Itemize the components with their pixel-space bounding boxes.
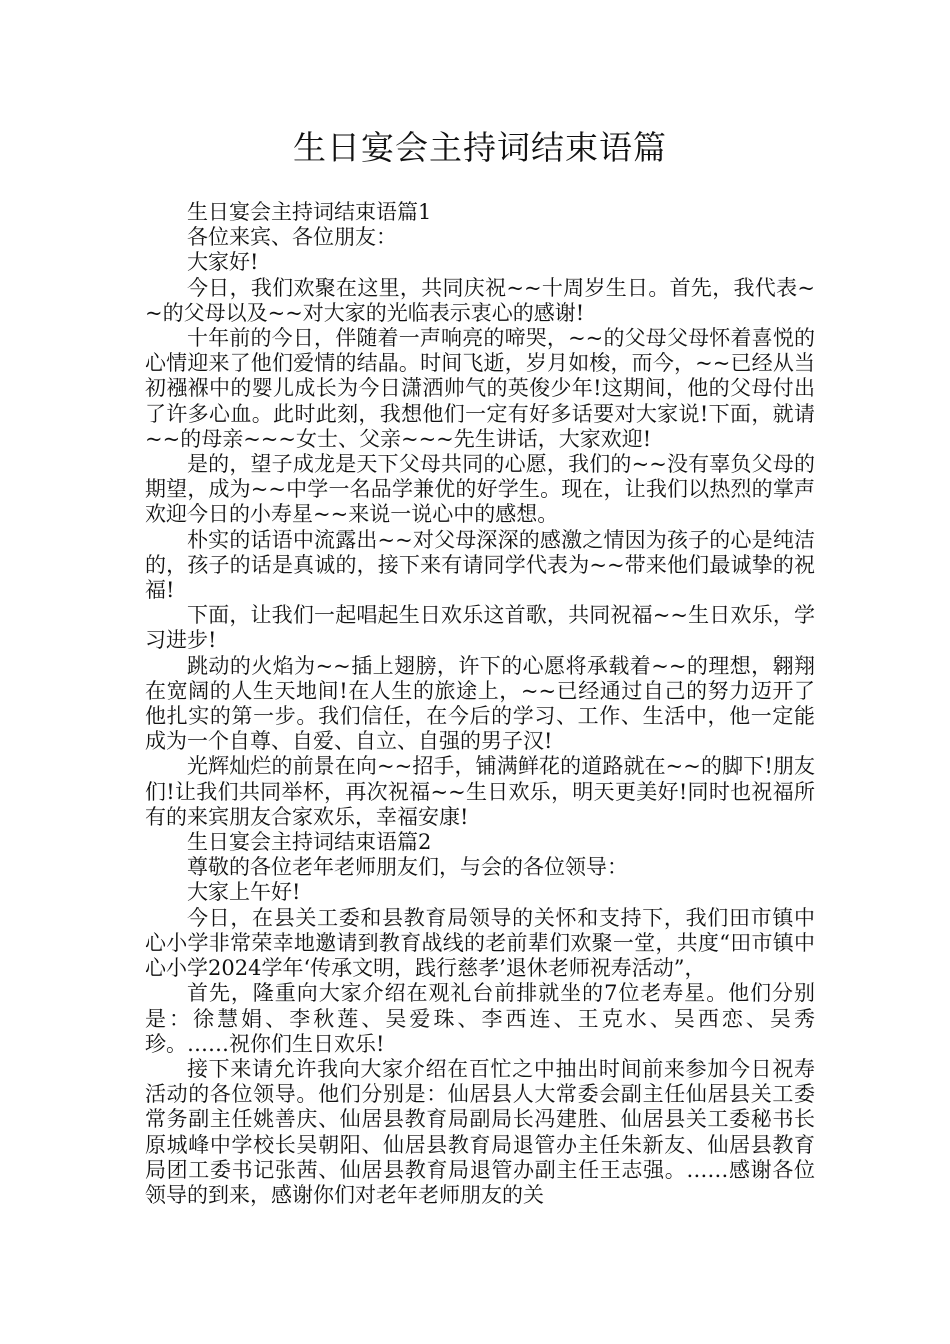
paragraph: 跳动的火焰为~~插上翅膀，许下的心愿将承载着~~的理想，翱翔在宽阔的人生天地间!在人生的旅途上，~~已经通过自己的努力迈开了他扎实的第一步。我们信任，在今后的学习、工作、生活中，他一定能成为一个自尊、自爱、自立、自强的男子汉! [145, 653, 815, 754]
paragraph-heading-1: 生日宴会主持词结束语篇1 [187, 200, 432, 224]
paragraph: 首先，隆重向大家介绍在观礼台前排就坐的7位老寿星。他们分别是：徐慧娟、李秋莲、吴爱珠、李西连、王克水、吴西恋、吴秀珍。……祝你们生日欢乐! [145, 981, 815, 1056]
document-body [145, 200, 815, 1208]
paragraph-greeting: 大家上午好! [187, 880, 301, 905]
document-title: 生日宴会主持词结束语篇 [293, 128, 667, 167]
document-page [145, 120, 815, 1208]
paragraph: 十年前的今日，伴随着一声响亮的啼哭，~~的父母父母怀着喜悦的心情迎来了他们爱情的结晶。时间飞逝，岁月如梭，而今，~~已经从当初襁褓中的婴儿成长为今日潇洒帅气的英俊少年!这期间，他的父母付出了许多心血。此时此刻，我想他们一定有好多话要对大家说!下面，就请~~的母亲~~~女士、父亲~~~先生讲话，大家欢迎! [145, 326, 815, 451]
paragraph: 是的，望子成龙是天下父母共同的心愿，我们的~~没有辜负父母的期望，成为~~中学一名品学兼优的好学生。现在，让我们以热烈的掌声欢迎今日的小寿星~~来说一说心中的感想。 [145, 452, 815, 527]
paragraph-heading-2: 生日宴会主持词结束语篇2 [187, 830, 432, 855]
paragraph: 下面，让我们一起唱起生日欢乐这首歌，共同祝福~~生日欢乐，学习进步! [145, 603, 815, 653]
paragraph-salutation: 各位来宾、各位朋友： [187, 225, 397, 250]
paragraph-greeting: 大家好! [187, 250, 259, 275]
paragraph: 今日，我们欢聚在这里，共同庆祝~~十周岁生日。首先，我代表~~的父母以及~~对大家的光临表示衷心的感谢! [145, 275, 815, 325]
paragraph: 光辉灿烂的前景在向~~招手，铺满鲜花的道路就在~~的脚下!朋友们!让我们共同举杯，再次祝福~~生日欢乐，明天更美好!同时也祝福所有的来宾朋友合家欢乐，幸福安康! [145, 754, 815, 829]
paragraph-salutation: 尊敬的各位老年老师朋友们，与会的各位领导： [187, 855, 628, 880]
paragraph: 接下来请允许我向大家介绍在百忙之中抽出时间前来参加今日祝寿活动的各位领导。他们分别是：仙居县人大常委会副主任仙居县关工委常务副主任姚善庆、仙居县教育局副局长冯建胜、仙居县关工委秘书长原城峰中学校长吴朝阳、仙居县教育局退管办主任朱新友、仙居县教育局团工委书记张茜、仙居县教育局退管办副主任王志强。……感谢各位领导的到来，感谢你们对老年老师朋友的关 [145, 1056, 815, 1207]
paragraph: 今日，在县关工委和县教育局领导的关怀和支持下，我们田市镇中心小学非常荣幸地邀请到教育战线的老前辈们欢聚一堂，共度“田市镇中心小学2024学年‘传承文明，践行慈孝’退休老师祝寿活动”， [145, 905, 815, 981]
paragraph: 朴实的话语中流露出~~对父母深深的感激之情因为孩子的心是纯洁的，孩子的话是真诚的，接下来有请同学代表为~~带来他们最诚挚的祝福! [145, 527, 815, 603]
